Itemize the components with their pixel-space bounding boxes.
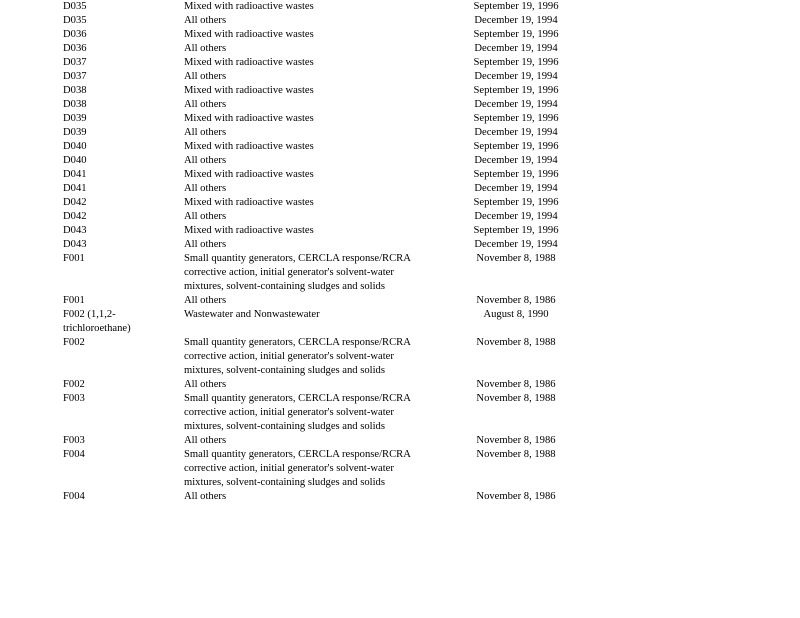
- waste-description-cell: [184, 140, 449, 154]
- effective-date-cell: [449, 238, 583, 252]
- table-row: [63, 224, 583, 238]
- effective-date-cell: [449, 14, 583, 28]
- waste-code: D036: [63, 29, 87, 40]
- waste-description-cell: [184, 126, 449, 140]
- table-row: [63, 490, 583, 504]
- waste-description: All others: [184, 99, 227, 110]
- waste-description-cell: [184, 0, 449, 14]
- waste-code: F003: [63, 393, 85, 404]
- table-row: [63, 434, 583, 448]
- effective-date: September 19, 1996: [473, 225, 559, 236]
- effective-date: December 19, 1994: [474, 239, 558, 250]
- waste-code: D041: [63, 169, 87, 180]
- waste-code: D039: [63, 113, 87, 124]
- waste-code-cell: [63, 182, 184, 196]
- waste-description: Mixed with radioactive wastes: [184, 85, 314, 96]
- effective-date-cell: [449, 224, 583, 238]
- waste-code-cell: [63, 84, 184, 98]
- waste-code-cell: [63, 14, 184, 28]
- table-row: [63, 308, 583, 336]
- waste-description-cell: [184, 392, 449, 434]
- effective-date: November 8, 1988: [476, 253, 556, 264]
- waste-description: Mixed with radioactive wastes: [184, 1, 314, 12]
- waste-description: Small quantity generators, CERCLA response/RCRA corrective action, initial generator's solvent-water mixtures, solvent-containing sludges and solids: [184, 337, 411, 376]
- waste-code: D037: [63, 71, 87, 82]
- effective-date: November 8, 1986: [476, 491, 556, 502]
- waste-description: All others: [184, 295, 227, 306]
- waste-code: F004: [63, 491, 85, 502]
- waste-code: F001: [63, 295, 85, 306]
- effective-date-cell: [449, 490, 583, 504]
- waste-code-cell: [63, 378, 184, 392]
- effective-date: November 8, 1988: [476, 337, 556, 348]
- effective-date: September 19, 1996: [473, 57, 559, 68]
- table-row: [63, 168, 583, 182]
- waste-description-cell: [184, 98, 449, 112]
- effective-date-cell: [449, 210, 583, 224]
- waste-code-cell: [63, 294, 184, 308]
- effective-date: December 19, 1994: [474, 71, 558, 82]
- waste-code-cell: [63, 238, 184, 252]
- table-row: [63, 238, 583, 252]
- waste-description: All others: [184, 379, 227, 390]
- table-row: [63, 84, 583, 98]
- table-row: [63, 56, 583, 70]
- waste-code: D042: [63, 211, 87, 222]
- table-row: [63, 210, 583, 224]
- effective-date-cell: [449, 112, 583, 126]
- effective-date-cell: [449, 392, 583, 434]
- effective-date: September 19, 1996: [473, 85, 559, 96]
- waste-description: All others: [184, 127, 227, 138]
- effective-date-cell: [449, 378, 583, 392]
- effective-date: September 19, 1996: [473, 1, 559, 12]
- effective-date: November 8, 1986: [476, 435, 556, 446]
- effective-date: September 19, 1996: [473, 197, 559, 208]
- waste-code: D037: [63, 57, 87, 68]
- waste-description-cell: [184, 154, 449, 168]
- waste-description-cell: [184, 294, 449, 308]
- table-row: [63, 294, 583, 308]
- waste-description-cell: [184, 56, 449, 70]
- effective-date-cell: [449, 56, 583, 70]
- waste-code-cell: [63, 252, 184, 294]
- waste-description: Mixed with radioactive wastes: [184, 197, 314, 208]
- table-row: [63, 196, 583, 210]
- waste-description-cell: [184, 378, 449, 392]
- effective-date: November 8, 1988: [476, 449, 556, 460]
- table-row: [63, 182, 583, 196]
- waste-code-cell: [63, 28, 184, 42]
- waste-code-cell: [63, 112, 184, 126]
- waste-description: Mixed with radioactive wastes: [184, 141, 314, 152]
- waste-description: All others: [184, 435, 227, 446]
- effective-date-cell: [449, 84, 583, 98]
- waste-description-cell: [184, 210, 449, 224]
- waste-code-cell: [63, 98, 184, 112]
- waste-code: F002: [63, 337, 85, 348]
- waste-code: D043: [63, 239, 87, 250]
- effective-date: December 19, 1994: [474, 127, 558, 138]
- waste-code-cell: [63, 490, 184, 504]
- waste-description-cell: [184, 182, 449, 196]
- effective-date-cell: [449, 0, 583, 14]
- table-row: [63, 112, 583, 126]
- waste-code-cell: [63, 140, 184, 154]
- table-row: [63, 28, 583, 42]
- table-row: [63, 70, 583, 84]
- waste-code-cell: [63, 210, 184, 224]
- effective-date-cell: [449, 448, 583, 490]
- waste-code: D041: [63, 183, 87, 194]
- waste-code-cell: [63, 336, 184, 378]
- effective-date: September 19, 1996: [473, 29, 559, 40]
- effective-date-cell: [449, 196, 583, 210]
- waste-code-cell: [63, 70, 184, 84]
- waste-description: All others: [184, 15, 227, 26]
- waste-description-cell: [184, 168, 449, 182]
- effective-date: December 19, 1994: [474, 155, 558, 166]
- waste-code: D042: [63, 197, 87, 208]
- waste-code-cell: [63, 448, 184, 490]
- effective-date-cell: [449, 98, 583, 112]
- waste-code-cell: [63, 168, 184, 182]
- waste-description: Mixed with radioactive wastes: [184, 113, 314, 124]
- waste-description: All others: [184, 155, 227, 166]
- waste-code: D035: [63, 15, 87, 26]
- waste-description-cell: [184, 336, 449, 378]
- waste-code: F004: [63, 449, 85, 460]
- table-body: [63, 0, 583, 504]
- waste-code: F002: [63, 379, 85, 390]
- effective-date: September 19, 1996: [473, 141, 559, 152]
- waste-description-cell: [184, 70, 449, 84]
- waste-description-cell: [184, 14, 449, 28]
- effective-date-cell: [449, 308, 583, 336]
- waste-description-cell: [184, 252, 449, 294]
- waste-code: D040: [63, 141, 87, 152]
- effective-date-cell: [449, 42, 583, 56]
- effective-date-cell: [449, 28, 583, 42]
- waste-code: F001: [63, 253, 85, 264]
- waste-description: All others: [184, 43, 227, 54]
- waste-code-cell: [63, 56, 184, 70]
- table-row: [63, 140, 583, 154]
- waste-code-table: [63, 0, 583, 504]
- waste-code: D038: [63, 85, 87, 96]
- effective-date-cell: [449, 434, 583, 448]
- waste-description: Small quantity generators, CERCLA response/RCRA corrective action, initial generator's solvent-water mixtures, solvent-containing sludges and solids: [184, 253, 411, 292]
- effective-date-cell: [449, 140, 583, 154]
- effective-date: December 19, 1994: [474, 183, 558, 194]
- waste-description: All others: [184, 239, 227, 250]
- effective-date-cell: [449, 126, 583, 140]
- waste-code: D038: [63, 99, 87, 110]
- table-row: [63, 378, 583, 392]
- effective-date: November 8, 1986: [476, 379, 556, 390]
- waste-code: D043: [63, 225, 87, 236]
- waste-code-cell: [63, 42, 184, 56]
- waste-code: D035: [63, 1, 87, 12]
- table-row: [63, 126, 583, 140]
- waste-description-cell: [184, 238, 449, 252]
- effective-date: September 19, 1996: [473, 169, 559, 180]
- waste-description: Mixed with radioactive wastes: [184, 225, 314, 236]
- table-row: [63, 336, 583, 378]
- table-row: [63, 42, 583, 56]
- table-row: [63, 14, 583, 28]
- waste-description: Small quantity generators, CERCLA response/RCRA corrective action, initial generator's solvent-water mixtures, solvent-containing sludges and solids: [184, 393, 411, 432]
- effective-date-cell: [449, 252, 583, 294]
- waste-description-cell: [184, 28, 449, 42]
- waste-code-cell: [63, 224, 184, 238]
- waste-code: F002 (1,1,2- trichloroethane): [63, 309, 131, 334]
- effective-date: November 8, 1988: [476, 393, 556, 404]
- table-row: [63, 98, 583, 112]
- waste-description-cell: [184, 196, 449, 210]
- waste-description: Mixed with radioactive wastes: [184, 29, 314, 40]
- effective-date: December 19, 1994: [474, 15, 558, 26]
- waste-description-cell: [184, 434, 449, 448]
- waste-code: D036: [63, 43, 87, 54]
- waste-description: Wastewater and Nonwastewater: [184, 309, 320, 320]
- effective-date-cell: [449, 154, 583, 168]
- effective-date-cell: [449, 70, 583, 84]
- waste-description: Mixed with radioactive wastes: [184, 169, 314, 180]
- waste-code: F003: [63, 435, 85, 446]
- table-row: [63, 0, 583, 14]
- effective-date: December 19, 1994: [474, 211, 558, 222]
- effective-date: December 19, 1994: [474, 99, 558, 110]
- effective-date: August 8, 1990: [483, 309, 549, 320]
- table-row: [63, 154, 583, 168]
- waste-description: All others: [184, 71, 227, 82]
- waste-code-cell: [63, 154, 184, 168]
- waste-description-cell: [184, 42, 449, 56]
- waste-description-cell: [184, 490, 449, 504]
- effective-date: December 19, 1994: [474, 43, 558, 54]
- waste-description: Mixed with radioactive wastes: [184, 57, 314, 68]
- waste-code: D039: [63, 127, 87, 138]
- table-row: [63, 392, 583, 434]
- effective-date: November 8, 1986: [476, 295, 556, 306]
- waste-description: All others: [184, 211, 227, 222]
- waste-description-cell: [184, 224, 449, 238]
- waste-description-cell: [184, 112, 449, 126]
- waste-description-cell: [184, 448, 449, 490]
- table-row: [63, 252, 583, 294]
- table-row: [63, 448, 583, 490]
- waste-code-cell: [63, 308, 184, 336]
- effective-date-cell: [449, 294, 583, 308]
- effective-date-cell: [449, 168, 583, 182]
- waste-description: Small quantity generators, CERCLA response/RCRA corrective action, initial generator's solvent-water mixtures, solvent-containing sludges and solids: [184, 449, 411, 488]
- waste-code: D040: [63, 155, 87, 166]
- waste-description: All others: [184, 183, 227, 194]
- waste-code-cell: [63, 126, 184, 140]
- waste-description-cell: [184, 84, 449, 98]
- waste-description: All others: [184, 491, 227, 502]
- waste-description-cell: [184, 308, 449, 336]
- waste-code-cell: [63, 392, 184, 434]
- effective-date-cell: [449, 182, 583, 196]
- waste-code-cell: [63, 196, 184, 210]
- waste-code-cell: [63, 0, 184, 14]
- effective-date: September 19, 1996: [473, 113, 559, 124]
- waste-code-cell: [63, 434, 184, 448]
- effective-date-cell: [449, 336, 583, 378]
